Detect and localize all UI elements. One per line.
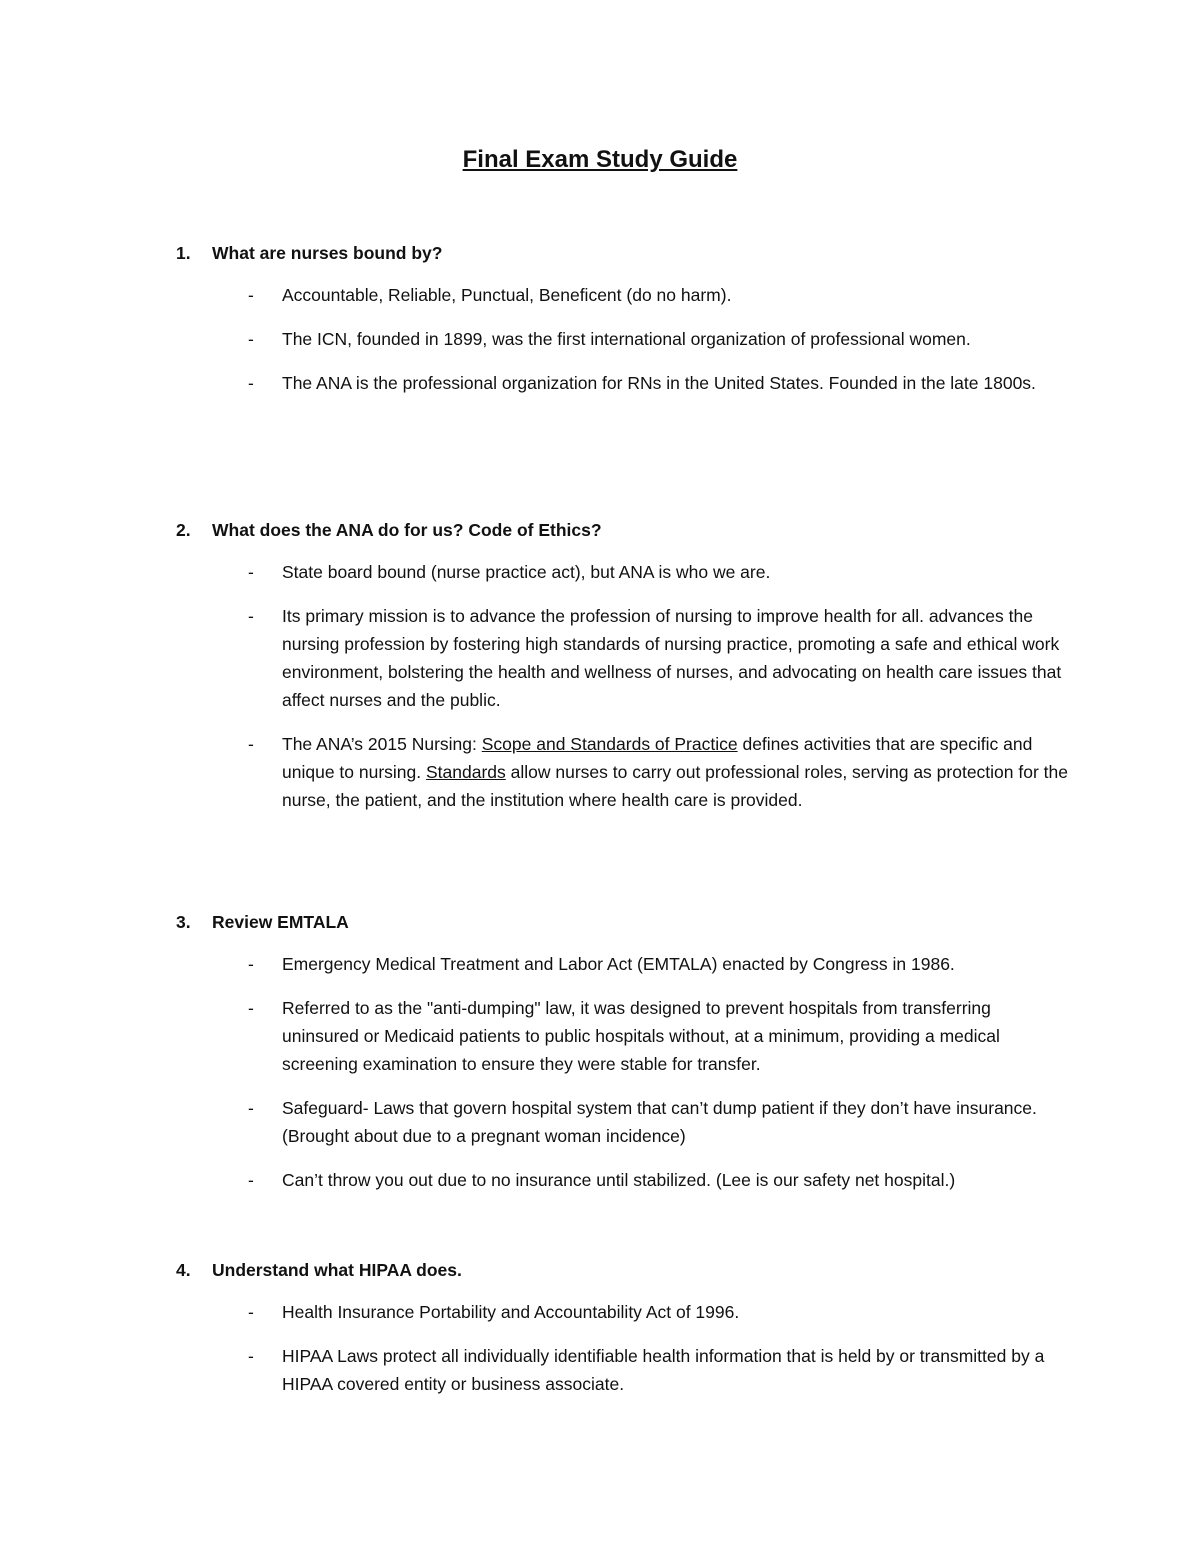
question-text: Understand what HIPAA does. (212, 1260, 462, 1280)
list-item-text: Safeguard- Laws that govern hospital system that can’t dump patient if they don’t have insurance. (Brought about due to a pregnant woman incidence) (282, 1098, 1037, 1146)
dash-bullet: - (248, 1098, 254, 1118)
list-item (176, 369, 1072, 397)
list-item-text: The ANA is the professional organization for RNs in the United States. Founded in the late 1800s. (282, 373, 1036, 393)
question-text: What are nurses bound by? (212, 243, 443, 263)
list-item (176, 1298, 1072, 1326)
dash-bullet: - (248, 1170, 254, 1190)
question-heading (176, 241, 1076, 265)
list-item (176, 602, 1072, 714)
list-item-text: The ICN, founded in 1899, was the first international organization of professional women. (282, 329, 971, 349)
text-run: allow nurses to carry out professional roles, serving as protection for the nurse, the patient, and the institution where health care is provided. (282, 762, 1068, 810)
question-number: 3. (176, 912, 191, 932)
list-item-text: Its primary mission is to advance the profession of nursing to improve health for all. advances the nursing profession by fostering high standards of nursing practice, promoting a safe and ethical work environment, bolstering the health and wellness of nurses, and advocating on health care issues that affect nurses and the public. (282, 606, 1062, 710)
list-item-text: Emergency Medical Treatment and Labor Act (EMTALA) enacted by Congress in 1986. (282, 954, 955, 974)
question-number: 1. (176, 243, 191, 263)
list-item-text: State board bound (nurse practice act), but ANA is who we are. (282, 562, 771, 582)
list-item (176, 730, 1072, 814)
list-item-text: Accountable, Reliable, Punctual, Beneficent (do no harm). (282, 285, 732, 305)
list-item (176, 281, 1072, 309)
question-heading (176, 1258, 1076, 1282)
list-item (176, 1166, 1072, 1194)
section-3 (176, 910, 1076, 1194)
section-1 (176, 241, 1076, 397)
list-item (176, 558, 1072, 586)
dash-bullet: - (248, 562, 254, 582)
dash-bullet: - (248, 954, 254, 974)
text-run: The ANA’s 2015 Nursing: (282, 734, 482, 754)
dash-bullet: - (248, 329, 254, 349)
list-item (176, 1342, 1072, 1398)
list-item-text: Health Insurance Portability and Accountability Act of 1996. (282, 1302, 740, 1322)
question-number: 2. (176, 520, 191, 540)
answer-list (176, 1298, 1076, 1398)
list-item (176, 950, 1072, 978)
list-item-text: Can’t throw you out due to no insurance until stabilized. (Lee is our safety net hospital.) (282, 1170, 956, 1190)
dash-bullet: - (248, 1302, 254, 1322)
list-item (176, 1094, 1072, 1150)
question-text: Review EMTALA (212, 912, 349, 932)
answer-list (176, 558, 1076, 814)
list-item-text: Referred to as the "anti-dumping" law, it was designed to prevent hospitals from transferring uninsured or Medicaid patients to public hospitals without, at a minimum, providing a medical screening examination to ensure they were stable for transfer. (282, 998, 1000, 1074)
section-4 (176, 1258, 1076, 1398)
dash-bullet: - (248, 285, 254, 305)
dash-bullet: - (248, 734, 254, 754)
list-item-text (282, 734, 1068, 810)
text-run: defines activities that are specific and unique to nursing. (282, 734, 1033, 782)
question-heading (176, 910, 1076, 934)
dash-bullet: - (248, 998, 254, 1018)
underlined-title: Scope and Standards of Practice (481, 734, 738, 754)
answer-list (176, 950, 1076, 1194)
answer-list (176, 281, 1076, 397)
dash-bullet: - (248, 606, 254, 626)
dash-bullet: - (248, 1346, 254, 1366)
underlined-term: Standards (426, 762, 506, 782)
question-text: What does the ANA do for us? Code of Ethics? (212, 520, 602, 540)
section-2 (176, 518, 1076, 814)
dash-bullet: - (248, 373, 254, 393)
question-heading (176, 518, 1076, 542)
list-item (176, 994, 1072, 1078)
list-item (176, 325, 1072, 353)
page-title: Final Exam Study Guide (462, 146, 738, 173)
question-number: 4. (176, 1260, 191, 1280)
list-item-text: HIPAA Laws protect all individually identifiable health information that is held by or transmitted by a HIPAA covered entity or business associate. (282, 1346, 1045, 1394)
